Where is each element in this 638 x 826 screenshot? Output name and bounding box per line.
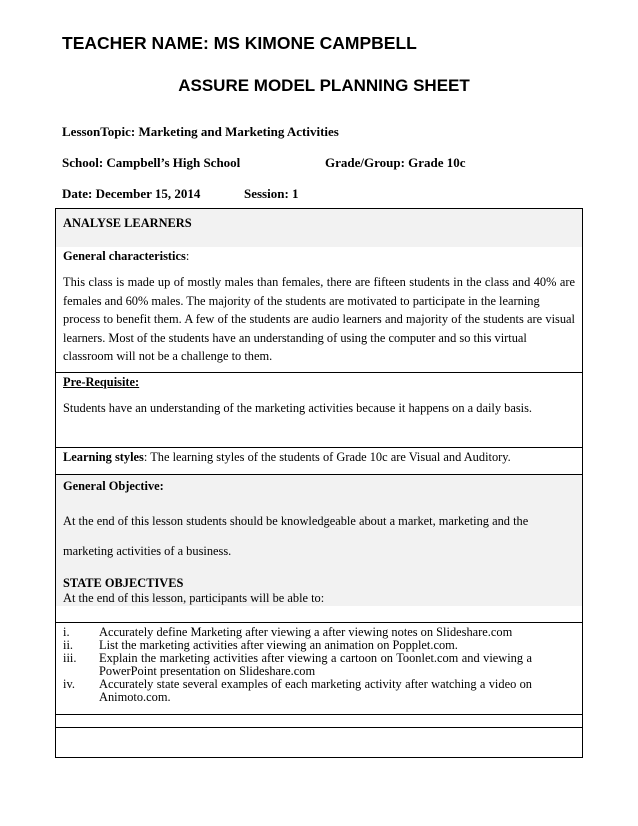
teacher-name-heading: TEACHER NAME: MS KIMONE CAMPBELL — [62, 33, 417, 53]
empty-row — [56, 727, 582, 758]
objective-number: i. — [63, 625, 70, 639]
planning-table — [55, 208, 583, 758]
lesson-date: Date: December 15, 2014 — [62, 186, 201, 201]
learning-styles-row — [56, 447, 582, 474]
general-objective-line: At the end of this lesson students should be knowledgeable about a market, marketing and the — [63, 514, 529, 528]
characteristics-line: This class is made up of mostly males than females, there are fifteen students in the class and 40% are — [63, 275, 575, 289]
general-objective-heading: General Objective: — [63, 479, 164, 493]
general-objective-row — [56, 474, 582, 622]
objective-text: List the marketing activities after viewing an animation on Popplet.com. — [99, 638, 458, 652]
characteristics-line: classroom will not be a challenge to them. — [63, 349, 273, 363]
characteristics-line: process to benefit them. A few of the students are audio learners and majority of the students are visual — [63, 312, 575, 326]
objectives-list-row — [56, 622, 582, 714]
general-objective-line: marketing activities of a business. — [63, 544, 232, 558]
objective-number: ii. — [63, 638, 73, 652]
empty-row — [56, 714, 582, 727]
characteristics-line: learners. Most of the students have an understanding of using the computer and so this virtual — [63, 331, 527, 345]
general-characteristics-label: General characteristics: — [63, 249, 190, 263]
sheet-title: ASSURE MODEL PLANNING SHEET — [178, 76, 470, 95]
grade-group: Grade/Group: Grade 10c — [325, 155, 466, 170]
objective-text: Explain the marketing activities after viewing a cartoon on Toonlet.com and viewing a PowerPoint presentation on Slideshare.com — [99, 651, 532, 678]
objective-number: iii. — [63, 651, 77, 665]
characteristics-line: females and 60% males. The majority of the students are motivated to participate in the learning — [63, 294, 540, 308]
objective-text: Accurately define Marketing after viewing a after viewing notes on Slideshare.com — [99, 625, 513, 639]
lesson-topic: LessonTopic: Marketing and Marketing Activities — [62, 124, 339, 139]
objective-text: Accurately state several examples of each marketing activity after watching a video on Animoto.com. — [99, 677, 532, 704]
prerequisite-row — [56, 372, 582, 447]
prerequisite-heading: Pre-Requisite: — [63, 375, 140, 389]
prerequisite-text: Students have an understanding of the marketing activities because it happens on a daily basis. — [63, 401, 532, 415]
state-objectives-intro: At the end of this lesson, participants will be able to: — [63, 591, 325, 605]
analyse-learners-heading: ANALYSE LEARNERS — [63, 216, 192, 230]
objective-number: iv. — [63, 677, 75, 691]
learning-styles-text: Learning styles: The learning styles of the students of Grade 10c are Visual and Auditory. — [63, 450, 511, 464]
school-name: School: Campbell’s High School — [62, 155, 241, 170]
state-objectives-heading: STATE OBJECTIVES — [63, 576, 184, 590]
analyse-learners-row — [56, 209, 582, 372]
session-number: Session: 1 — [244, 186, 299, 201]
